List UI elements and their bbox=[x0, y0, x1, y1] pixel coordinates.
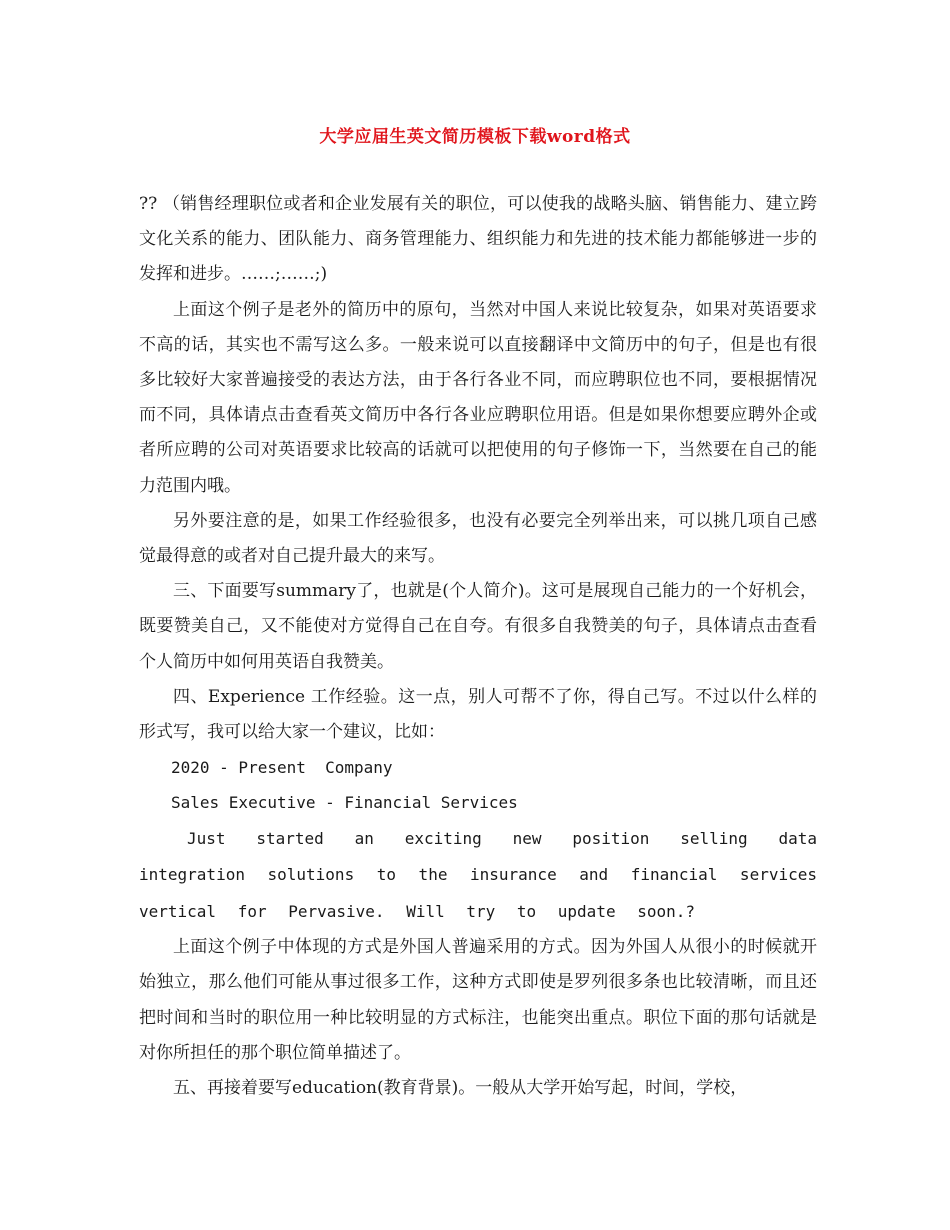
example-period-company: 2020 - Present Company bbox=[171, 758, 393, 778]
example-job-description: Just started an exciting new position selling data integration solutions to the insurance and financial services vertical for Pervasive. Will try to update soon.? bbox=[139, 828, 817, 921]
paragraph-experience: 四、Experience 工作经验。这一点，别人可帮不了你，得自己写。不过以什么样的形式写，我可以给大家一个建议，比如： bbox=[139, 686, 817, 743]
paragraph-example-explanation: 上面这个例子中体现的方式是外国人普遍采用的方式。因为外国人从很小的时候就开始独立，那么他们可能从事过很多工作，这种方式即使是罗列很多条也比较清晰，而且还把时间和当时的职位用一种比较明显的方式标注，也能突出重点。职位下面的那句话就是对你所担任的那个职位简单描述了。 bbox=[139, 937, 817, 1063]
example-job-title: Sales Executive - Financial Services bbox=[171, 793, 518, 813]
paragraph-example-note: 上面这个例子是老外的简历中的原句，当然对中国人来说比较复杂，如果对英语要求不高的话，其实也不需写这么多。一般来说可以直接翻译中文简历中的句子，但是也有很多比较好大家普遍接受的表达方法，由于各行各业不同，而应聘职位也不同，要根据情况而不同，具体请点击查看英文简历中各行各业应聘职位用语。但是如果你想要应聘外企或者所应聘的公司对英语要求比较高的话就可以把使用的句子修饰一下，当然要在自己的能力范围内哦。 bbox=[139, 299, 817, 496]
document-body bbox=[139, 187, 817, 1106]
paragraph-education: 五、再接着要写education(教育背景)。一般从大学开始写起，时间，学校， bbox=[173, 1077, 748, 1098]
document-title: 大学应届生英文简历模板下载word格式 bbox=[319, 127, 631, 147]
paragraph-experience-note: 另外要注意的是，如果工作经验很多，也没有必要完全列举出来，可以挑几项自己感觉最得意的或者对自己提升最大的来写。 bbox=[139, 510, 817, 567]
paragraph-summary: 三、下面要写summary了，也就是(个人简介)。这可是展现自己能力的一个好机会，既要赞美自己，又不能使对方觉得自己在自夸。有很多自我赞美的句子，具体请点击查看个人简历中如何用英语自我赞美。 bbox=[139, 581, 817, 672]
paragraph-intro: ?? （销售经理职位或者和企业发展有关的职位，可以使我的战略头脑、销售能力、建立跨文化关系的能力、团队能力、商务管理能力、组织能力和先进的技术能力都能够进一步的发挥和进步。……;……;) bbox=[139, 194, 817, 285]
